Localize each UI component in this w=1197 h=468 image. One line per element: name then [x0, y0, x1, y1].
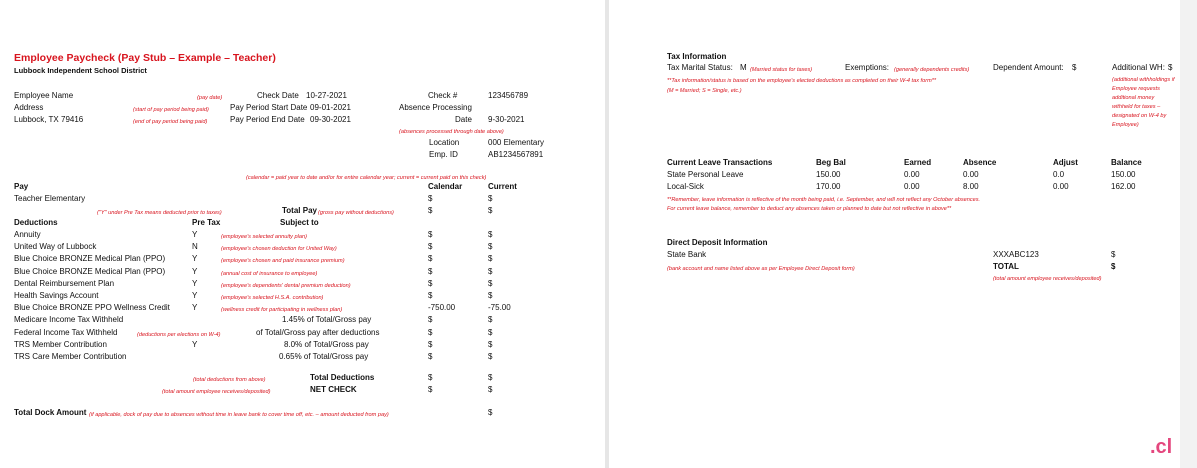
calendar-header: Calendar [428, 182, 463, 191]
leave-row-2-beg-bal: 170.00 [816, 182, 841, 191]
watermark-logo: .cl [1150, 436, 1173, 458]
page-divider [605, 0, 609, 468]
total-dock-note: (if applicable, dock of pay due to absences without time in leave bank to cover time off, etc. – amount deducted from pay) [89, 412, 389, 418]
pay-section-label: Pay [14, 182, 29, 191]
deduction-subject-to: 8.0% of Total/Gross pay [284, 339, 369, 349]
deduction-calendar-value: $ [428, 230, 433, 239]
tax-info-title: Tax Information [667, 52, 727, 61]
leave-row-1-balance: 150.00 [1111, 170, 1136, 179]
deduction-name: United Way of Lubbock [14, 242, 97, 252]
additional-wh-note-1: (additional withholdings if [1112, 77, 1175, 83]
leave-header-beg-bal: Beg Bal [816, 158, 846, 167]
deduction-name: Blue Choice BRONZE Medical Plan (PPO) [14, 266, 166, 276]
total-deductions-label: Total Deductions [310, 373, 375, 382]
deduction-calendar-value: -750.00 [428, 303, 456, 313]
total-deductions-calendar: $ [428, 373, 433, 382]
deduction-name: Medicare Income Tax Withheld [14, 315, 124, 325]
net-check-label: NET CHECK [310, 385, 357, 394]
dependent-amount-value: $ [1072, 63, 1077, 72]
deduction-subject-to: 0.65% of Total/Gross pay [279, 352, 369, 361]
pay-date-note: (pay date) [197, 95, 223, 101]
total-pay-current: $ [488, 206, 493, 215]
pay-period-end-value: 09-30-2021 [310, 115, 351, 124]
pay-period-start-value: 09-01-2021 [310, 103, 351, 112]
calendar-note: (calendar = paid year to date and/or for entire calendar year; current = current paid on this check) [246, 175, 487, 181]
district-name: Lubbock Independent School District [14, 66, 147, 75]
deduction-note: (employee's chosen deduction for United Way) [221, 246, 337, 253]
address-label: Address [14, 103, 44, 112]
total-deductions-current: $ [488, 373, 493, 382]
deduction-pretax-flag: Y [192, 303, 198, 313]
deduction-calendar-value: $ [428, 327, 433, 337]
leave-row-2-absence: 8.00 [963, 182, 979, 191]
deduction-pretax-flag: Y [192, 339, 198, 349]
deposit-account: XXXABC123 [993, 250, 1039, 259]
deposit-amount: $ [1111, 250, 1116, 259]
deduction-subject-to: 1.45% of Total/Gross pay [282, 315, 372, 325]
total-dock-value: $ [488, 408, 493, 417]
net-check-calendar: $ [428, 385, 433, 394]
check-number-label: Check # [428, 91, 458, 100]
tax-marital-value: M [740, 63, 747, 72]
check-date-value: 10-27-2021 [306, 91, 347, 100]
deduction-pretax-flag: Y [192, 266, 198, 276]
emp-id-value: AB1234567891 [488, 150, 544, 159]
deduction-current-value: $ [488, 327, 493, 337]
location-value: 000 Elementary [488, 138, 545, 147]
direct-deposit-title: Direct Deposit Information [667, 238, 768, 247]
total-pay-note: (gross pay without deductions) [318, 210, 394, 216]
page-edge [1180, 0, 1197, 468]
deduction-note: (employee's dependents' dental premium deduction) [221, 282, 351, 289]
pay-period-start-label: Pay Period Start Date [230, 103, 308, 112]
additional-wh-label: Additional WH: [1112, 63, 1165, 72]
leave-row-1-absence: 0.00 [963, 170, 979, 179]
leave-note-2: For current leave balance, remember to deduct any absences taken or planned to date but not reflective in above** [667, 206, 952, 212]
leave-row-2-balance: 162.00 [1111, 182, 1136, 191]
deduction-subject-to: of Total/Gross pay after deductions [256, 327, 380, 337]
deduction-name: Dental Reimbursement Plan [14, 278, 115, 288]
deduction-pretax-flag: Y [192, 278, 198, 288]
subject-to-header: Subject to [280, 218, 319, 227]
total-dock-label: Total Dock Amount [14, 408, 87, 417]
city-state-zip: Lubbock, TX 79416 [14, 115, 84, 124]
tax-marital-label: Tax Marital Status: [667, 63, 733, 72]
deduction-name: Blue Choice BRONZE PPO Wellness Credit [14, 303, 170, 313]
pay-calendar-value: $ [428, 194, 433, 203]
deduction-note: (deductions per elections on W-4) [137, 331, 221, 338]
deduction-calendar-value: $ [428, 339, 433, 349]
absence-date-value: 9-30-2021 [488, 115, 525, 124]
deduction-current-value: $ [488, 266, 493, 276]
deduction-pretax-flag: Y [192, 230, 198, 239]
tax-marital-note: (Married status for taxes) [750, 67, 813, 73]
page-title: Employee Paycheck (Pay Stub – Example – Teacher) [14, 52, 276, 64]
additional-wh-note-3: additional money [1112, 95, 1155, 101]
deduction-note: (annual cost of insurance to employee) [221, 270, 318, 277]
emp-id-label: Emp. ID [429, 150, 458, 159]
leave-row-1-beg-bal: 150.00 [816, 170, 841, 179]
deduction-note: (wellness credit for participating in wellness plan) [221, 307, 343, 314]
deposit-bank-note: (bank account and name listed above as per Employee Direct Deposit form) [667, 266, 855, 272]
net-check-note: (total amount employee receives/deposited) [162, 389, 271, 395]
start-date-note: (start of pay period being paid) [133, 107, 209, 113]
additional-wh-note-6: Employee) [1112, 122, 1139, 128]
leave-row-2-type: Local-Sick [667, 182, 704, 191]
deduction-name: TRS Member Contribution [14, 339, 107, 349]
location-label: Location [429, 138, 460, 147]
total-pay-label: Total Pay [282, 206, 317, 215]
check-number-value: 123456789 [488, 91, 529, 100]
tax-note: **Tax information/status is based on the employee's elected deductions as completed on their W-4 tax form** [667, 78, 937, 84]
additional-wh-note-5: designated on W-4 by [1112, 113, 1167, 119]
end-date-note: (end of pay period being paid) [133, 119, 208, 125]
current-header: Current [488, 182, 517, 191]
net-check-current: $ [488, 385, 493, 394]
deposit-total-label: TOTAL [993, 262, 1019, 271]
deduction-current-value: $ [488, 315, 493, 325]
deduction-name: Federal Income Tax Withheld [14, 327, 118, 337]
absence-processing-label: Absence Processing [399, 103, 472, 112]
leave-row-1-type: State Personal Leave [667, 170, 744, 179]
deduction-current-value: -75.00 [488, 303, 511, 313]
absence-date-label: Date [455, 115, 472, 124]
deduction-name: Blue Choice BRONZE Medical Plan (PPO) [14, 254, 166, 264]
additional-wh-note-4: withheld for taxes – [1112, 104, 1161, 110]
leave-row-2-earned: 0.00 [904, 182, 920, 191]
deduction-current-value: $ [488, 230, 493, 239]
deduction-calendar-value: $ [428, 278, 433, 288]
deduction-current-value: $ [488, 352, 493, 361]
pay-current-value: $ [488, 194, 493, 203]
leave-row-1-earned: 0.00 [904, 170, 920, 179]
deduction-pretax-flag: N [192, 242, 198, 252]
deduction-current-value: $ [488, 254, 493, 264]
deduction-pretax-flag: Y [192, 291, 198, 300]
check-date-label: Check Date [257, 91, 299, 100]
deduction-current-value: $ [488, 291, 493, 300]
deposit-total-value: $ [1111, 262, 1116, 271]
leave-row-1-adjust: 0.0 [1053, 170, 1065, 179]
deduction-calendar-value: $ [428, 266, 433, 276]
job-title: Teacher Elementary [14, 194, 86, 203]
additional-wh-note-2: Employee requests [1112, 86, 1160, 92]
leave-row-2-adjust: 0.00 [1053, 182, 1069, 191]
employee-name-label: Employee Name [14, 91, 74, 100]
deposit-bank-name: State Bank [667, 250, 707, 259]
deduction-note: (employee's selected H.S.A. contribution) [221, 295, 324, 301]
deduction-calendar-value: $ [428, 291, 433, 300]
deduction-current-value: $ [488, 242, 493, 252]
deduction-calendar-value: $ [428, 254, 433, 264]
deduction-calendar-value: $ [428, 242, 433, 252]
deduction-name: TRS Care Member Contribution [14, 352, 127, 361]
deduction-note: (employee's chosen and paid insurance premium) [221, 258, 345, 265]
deduction-current-value: $ [488, 339, 493, 349]
deposit-total-note: (total amount employee receives/deposited) [993, 276, 1102, 282]
tax-status-codes-note: (M = Married; S = Single, etc.) [667, 88, 742, 94]
leave-header-absence: Absence [963, 158, 997, 167]
pretax-header: Pre Tax [192, 218, 221, 227]
deduction-note: (employee's selected annuity plan) [221, 234, 307, 240]
deduction-calendar-value: $ [428, 315, 433, 325]
deduction-name: Health Savings Account [14, 291, 99, 300]
deduction-calendar-value: $ [428, 352, 433, 361]
deduction-pretax-flag: Y [192, 254, 198, 264]
leave-note-1: **Remember, leave information is reflective of the month being paid, i.e. September, and will not reflect any October absences. [667, 197, 981, 203]
absence-note: (absences processed through date above) [399, 129, 504, 135]
leave-header-title: Current Leave Transactions [667, 158, 773, 167]
pretax-note: ("Y" under Pre Tax means deducted prior to taxes) [97, 210, 222, 216]
dependent-amount-label: Dependent Amount: [993, 63, 1064, 72]
exemptions-label: Exemptions: [845, 63, 890, 72]
deductions-label: Deductions [14, 218, 58, 227]
pay-period-end-label: Pay Period End Date [230, 115, 305, 124]
additional-wh-value: $ [1168, 63, 1173, 72]
deduction-name: Annuity [14, 230, 41, 239]
deduction-current-value: $ [488, 278, 493, 288]
leave-header-earned: Earned [904, 158, 932, 167]
total-deductions-note: (total deductions from above) [193, 377, 266, 383]
exemptions-note: (generally dependents credits) [894, 67, 970, 73]
total-pay-calendar: $ [428, 206, 433, 215]
leave-header-adjust: Adjust [1053, 158, 1078, 167]
leave-header-balance: Balance [1111, 158, 1142, 167]
